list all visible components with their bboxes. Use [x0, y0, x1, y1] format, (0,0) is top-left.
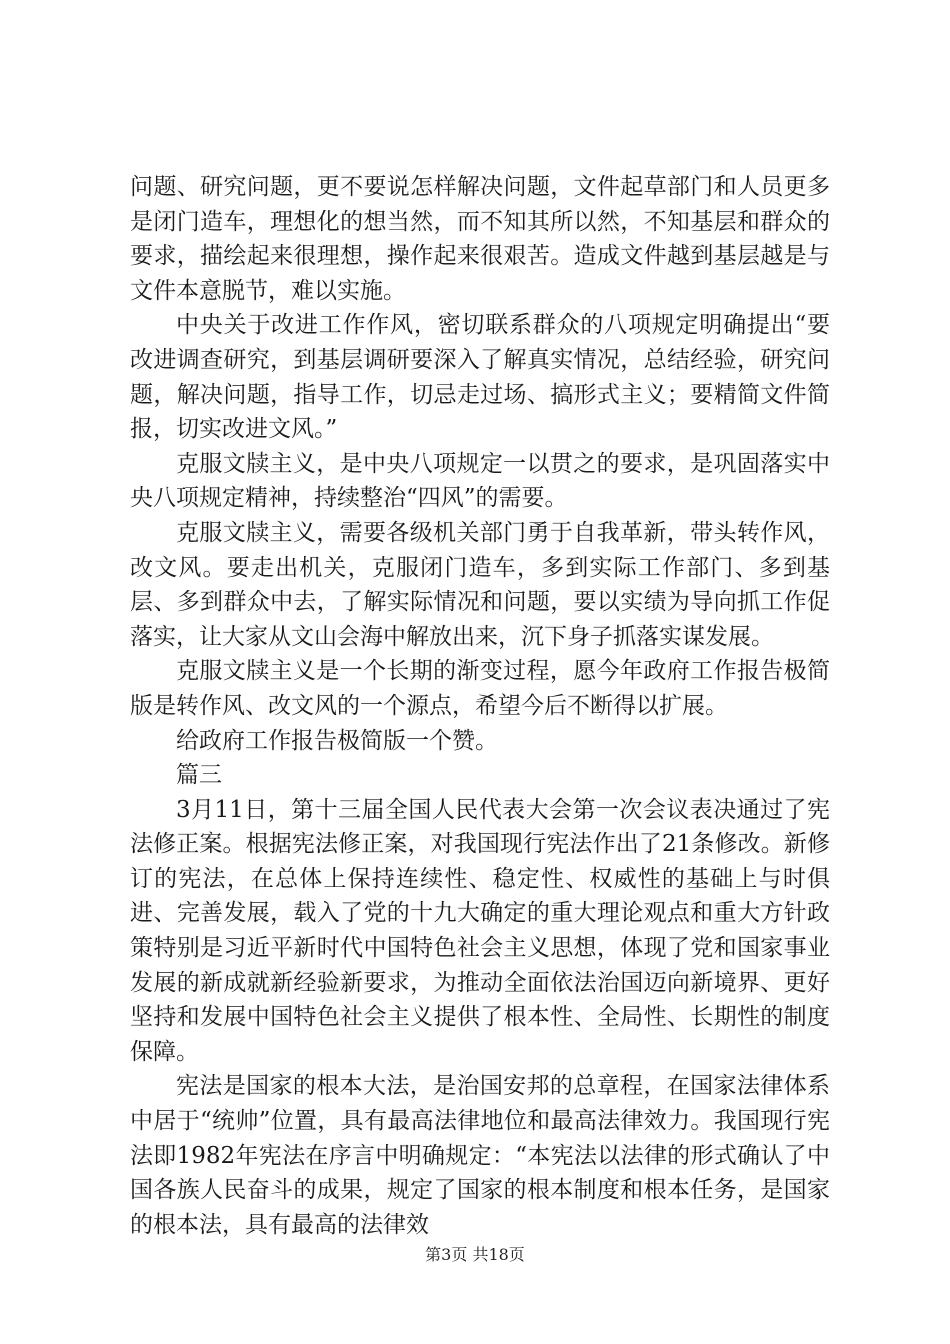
document-body [130, 170, 830, 1242]
paragraph-7: 3月11日，第十三届全国人民代表大会第一次会议表决通过了宪法修正案。根据宪法修正案，对我国现行宪法作出了21条修改。新修订的宪法，在总体上保持连续性、稳定性、权威性的基础上与时俱进、完善发展，载入了党的十九大确定的重大理论观点和重大方针政策特别是习近平新时代中国特色社会主义思想，体现了党和国家事业发展的新成就新经验新要求，为推动全面依法治国迈向新境界、更好坚持和发展中国特色社会主义提供了根本性、全局性、长期性的制度保障。 [130, 796, 830, 1065]
paragraph-5: 克服文牍主义是一个长期的渐变过程，愿今年政府工作报告极简版是转作风、改文风的一个源点，希望今后不断得以扩展。 [130, 658, 830, 719]
paragraph-4: 克服文牍主义，需要各级机关部门勇于自我革新，带头转作风，改文风。要走出机关，克服闭门造车，多到实际工作部门、多到基层、多到群众中去，了解实际情况和问题，要以实绩为导向抓工作促落实，让大家从文山会海中解放出来，沉下身子抓落实谋发展。 [130, 519, 830, 650]
paragraph-8: 宪法是国家的根本大法，是治国安邦的总章程，在国家法律体系中居于“统帅”位置，具有最高法律地位和最高法律效力。我国现行宪法即1982年宪法在序言中明确规定：“本宪法以法律的形式确认了中国各族人民奋斗的成果，规定了国家的根本制度和根本任务，是国家的根本法，具有最高的法律效 [130, 1073, 830, 1238]
section-heading: 篇三 [176, 762, 222, 789]
paragraph-3: 克服文牍主义，是中央八项规定一以贯之的要求，是巩固落实中央八项规定精神，持续整治“四风”的需要。 [130, 450, 830, 512]
paragraph-2: 中央关于改进工作作风，密切联系群众的八项规定明确提出“要改进调查研究，到基层调研要深入了解真实情况，总结经验，研究问题，解决问题，指导工作，切忌走过场、搞形式主义；要精简文件简报，切实改进文风。” [130, 312, 830, 443]
page-footer: 第3页 共18页 [425, 1245, 525, 1264]
paragraph-1: 问题、研究问题，更不要说怎样解决问题，文件起草部门和人员更多是闭门造车，理想化的想当然，而不知其所以然，不知基层和群众的要求，描绘起来很理想，操作起来很艰苦。造成文件越到基层越是与文件本意脱节，难以实施。 [130, 174, 830, 304]
paragraph-6: 给政府工作报告极简版一个赞。 [176, 727, 498, 754]
